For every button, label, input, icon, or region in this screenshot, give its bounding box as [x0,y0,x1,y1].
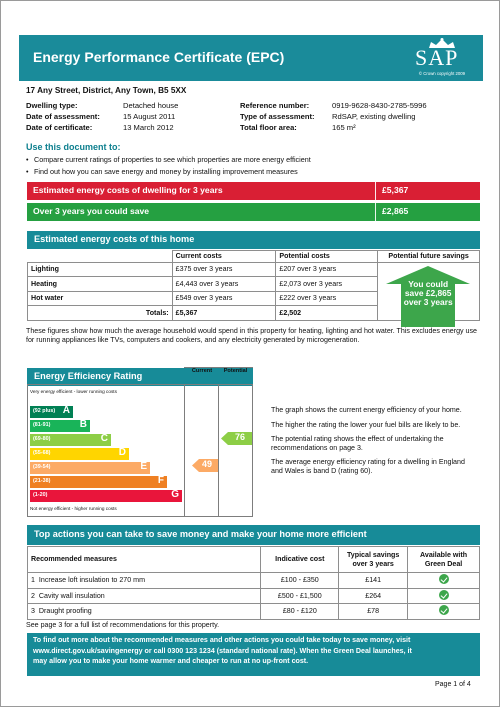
band-range: (92 plus) [33,408,56,414]
typical-savings-header: Typical savings over 3 years [339,547,408,573]
epc-page: Energy Performance Certificate (EPC) SAP © Crown copyright 2009 17 Any Street, District, Any Town, B5 5XX Dwelling type: Detached house Reference number: 0919-9628-8430-2785-5996 Date of assessment: 15 August 2011 Type of assessment: RdSAP, existing dwelling Date of certificate: 13 March 2012 Total floor area: 165 m² Use this document to: Compare current ratings of properties to see which properties are more energy efficient Find out how you can save energy and money by installing improvement measures Estimated energy costs of dwelling for 3 years £5,367 Over 3 years you could save £2,865 Estimated energy costs of this home Current costs Potential costs Potential future savings Lighting £375 over 3 years £207 over 3 years You could save £2,865 over 3 years Heating £4,443 over 3 years £2,073 over 3 years Hot water £549 over 3 years £222 over 3 years Totals: £5,367 £2,502 These figures show how much the average household would spend in this property for heating, lighting and hot water. This excludes energy use for running appliances like TVs, computers and cookers, and any electricity generated by microgeneration. Energy Efficiency Rating Very energy efficient - lower running costs Not energy efficient - higher running costs Current Potential (92 plus) A (81-91) B (69-80) C (55-68) D (39-54) E (21-38) F (1-20) G 76 49 The graph shows the current energy efficiency of your home. The higher the rating the lower your fuel bills are likely to be. The potential rating shows the effect of undertaking the recommendations on page 3. The average energy efficiency rating for a dwelling in England and Wales is band D (rating 60). Top actions you can take to save money and make your home more efficient Recommended measures Indicative cost Typical savings over 3 years Available with Green Deal 1 Increase loft insulation to 270 mm £100 - £350 £141 2 Cavity wall insulation £500 - £1,500 £264 3 Draught proofing £80 - £120 £78 See page 3 for a full list of recommendations for this property. To find out more about the recommended measures and other actions you could take today to save money, visit www.direct.gov.uk/savingenergy or call 0300 123 1234 (standard national rate). When the Green Deal launches, it may allow you to make your home warmer and cheaper to run at no up-front cost. Page 1 of 4 [0,0,500,707]
energy-costs-table [27,250,480,321]
estimated-costs-value: £5,367 [382,185,409,195]
rating-help-text: The potential rating shows the effect of undertaking the recommendations on page 3. [271,435,444,452]
assessment-type-value: RdSAP, existing dwelling [332,112,416,121]
efficient-label: Very energy efficient - lower running costs [30,389,117,394]
estimated-costs-label: Estimated energy costs of dwelling for 3 years [33,185,223,195]
rating-help-text: The higher the rating the lower your fuel bills are likely to be. [271,420,461,429]
band-range: (81-91) [33,422,51,428]
header-bar [19,35,483,81]
totals-label: Totals: [28,306,173,321]
potential-saving-label: Over 3 years you could save [33,206,150,216]
floor-area-label: Total floor area: [240,123,297,132]
footer-line: may allow you to make your home warmer and cheaper to run at no up-front cost. [33,657,309,665]
band-letter: A [62,405,70,416]
inefficient-label: Not energy efficient - higher running costs [30,506,117,511]
page-number: Page 1 of 4 [435,681,471,688]
rating-header-box [184,367,253,385]
savings-arrow-text: You could save £2,865 over 3 years [403,278,453,308]
rating-section-title: Energy Efficiency Rating [27,368,253,386]
rating-help-text: The graph shows the current energy efficiency of your home. [271,406,462,414]
empty-header-cell [28,251,173,263]
dwelling-type-value: Detached house [123,101,179,110]
certificate-date-value: 13 March 2012 [123,123,174,132]
cost-header-row [28,251,480,263]
rating-band-g [30,490,182,502]
total-current-cost: £5,367 [172,306,276,321]
assessment-date-value: 15 August 2011 [123,112,176,121]
savings-arrow-cell [378,262,480,320]
estimated-costs-bar [27,182,480,200]
band-letter: B [79,419,87,430]
current-cost-cell: £549 over 3 years [172,291,276,306]
cost-row-label: Heating [28,277,173,292]
recommendations-note: See page 3 for a full list of recommendations for this property. [26,621,220,629]
rating-band-e [30,462,150,474]
rating-band-a [30,406,73,418]
property-address: 17 Any Street, District, Any Town, B5 5XX [26,86,187,95]
saving-cell: £78 [339,604,408,620]
table-row [28,262,480,277]
cost-section-title: Estimated energy costs of this home [27,231,480,249]
assessment-type-label: Type of assessment: [240,112,315,121]
table-row [28,588,480,604]
band-range: (55-68) [33,450,51,456]
floor-area-value: 165 m² [332,123,356,132]
current-cost-cell: £375 over 3 years [172,262,276,277]
band-letter: D [118,447,126,458]
potential-cost-cell: £222 over 3 years [276,291,378,306]
current-cost-cell: £4,443 over 3 years [172,277,276,292]
rating-band-b [30,420,90,432]
cost-cell: £100 - £350 [261,573,339,589]
measure-cell: 3 Draught proofing [28,604,261,620]
green-deal-footer [27,633,480,676]
check-icon [439,574,449,584]
check-icon [439,605,449,615]
band-range: (21-38) [33,478,51,484]
potential-column-header: Potential [223,368,248,374]
saving-cell: £141 [339,573,408,589]
rating-band-d [30,448,129,460]
dwelling-type-label: Dwelling type: [26,101,78,110]
rating-help-text: The average energy efficiency rating for a dwelling in England and Wales is band D (rating 60). [271,458,465,475]
measures-header: Recommended measures [28,547,261,573]
band-letter: G [171,489,179,500]
current-column-divider [184,384,185,517]
green-deal-cell [408,604,480,620]
band-range: (69-80) [33,436,51,442]
current-rating-value: 49 [201,459,212,469]
footer-line: To find out more about the recommended measures and other actions you could take today to save money, visit [33,636,411,644]
band-letter: F [157,475,164,486]
sap-logo [409,38,475,78]
total-potential-cost: £2,502 [276,306,378,321]
bar-divider [375,203,376,221]
rating-band-c [30,434,111,446]
green-deal-cell [408,573,480,589]
current-column-header: Current [191,368,213,374]
page-title: Energy Performance Certificate (EPC) [33,49,285,65]
potential-saving-bar [27,203,480,221]
sap-logo-text: SAP [415,45,459,70]
band-range: (39-54) [33,464,51,470]
assessment-date-label: Date of assessment: [26,112,100,121]
green-deal-header: Available with Green Deal [408,547,480,573]
recommended-actions-table [27,546,480,620]
rating-band-f [30,476,167,488]
actions-section-title: Top actions you can take to save money and make your home more efficient [27,525,480,545]
rating-explanation [271,406,476,481]
potential-cost-cell: £2,073 over 3 years [276,277,378,292]
potential-column-divider [218,384,219,517]
certificate-date-label: Date of certificate: [26,123,93,132]
band-range: (1-20) [33,492,48,498]
footer-line: www.direct.gov.uk/savingenergy or call 0300 123 1234 (standard national rate). When the Green Deal launches, it [33,646,412,655]
cost-explanation-note: These figures show how much the average household would spend in this property for heating, lighting and hot water. This excludes energy use for running appliances like TVs, computers and cookers, and any electricity generated by microgeneration. [26,327,477,345]
use-document-heading: Use this document to: [26,142,121,152]
cost-cell: £80 - £120 [261,604,339,620]
measure-cell: 1 Increase loft insulation to 270 mm [28,573,261,589]
cost-row-label: Hot water [28,291,173,306]
crown-copyright: © Crown copyright 2009 [418,71,466,76]
table-row [28,573,480,589]
cost-cell: £500 - £1,500 [261,588,339,604]
cost-row-label: Lighting [28,262,173,277]
reference-label: Reference number: [240,101,310,110]
reference-value: 0919-9628-8430-2785-5996 [332,101,427,110]
current-costs-header: Current costs [172,251,276,263]
potential-cost-cell: £207 over 3 years [276,262,378,277]
band-letter: C [100,433,108,444]
indicative-cost-header: Indicative cost [261,547,339,573]
saving-cell: £264 [339,588,408,604]
green-deal-cell [408,588,480,604]
table-row [28,604,480,620]
check-icon [439,590,449,600]
potential-rating-value: 76 [234,432,245,442]
band-letter: E [140,461,147,472]
measure-cell: 2 Cavity wall insulation [28,588,261,604]
bar-divider [375,182,376,200]
potential-costs-header: Potential costs [276,251,378,263]
actions-header-row [28,547,480,573]
future-savings-header: Potential future savings [378,251,480,263]
potential-saving-value: £2,865 [382,206,409,216]
